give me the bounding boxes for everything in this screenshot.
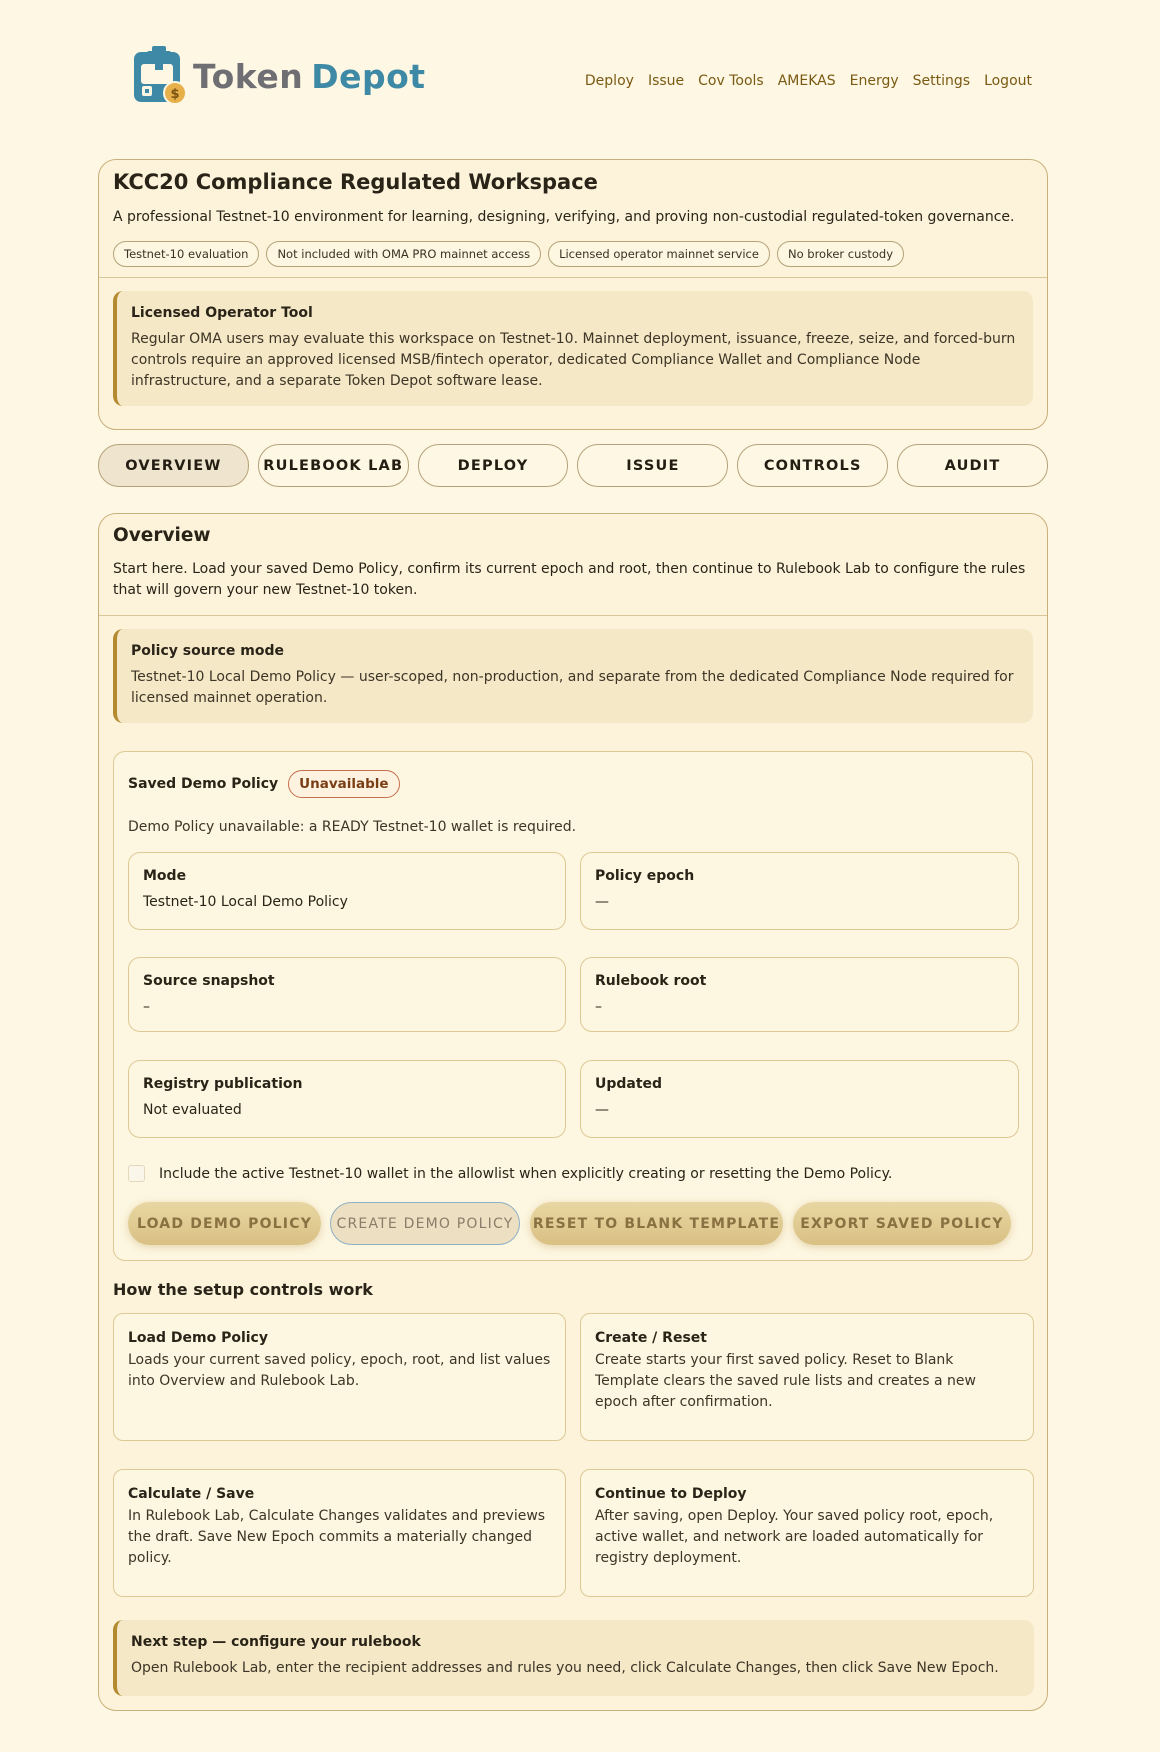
- page-subtitle: A professional Testnet-10 environment for learning, designing, verifying, and proving non-custodial regulated-token governance.: [113, 209, 1015, 225]
- field-value: —: [595, 894, 609, 910]
- tab-issue[interactable]: ISSUE: [577, 444, 728, 487]
- tab-controls[interactable]: CONTROLS: [737, 444, 888, 487]
- info-card-calculate-save: [113, 1469, 566, 1597]
- create-demo-policy-button[interactable]: CREATE DEMO POLICY: [330, 1202, 520, 1245]
- info-card-title: Continue to Deploy: [595, 1486, 747, 1502]
- nav-cov-tools[interactable]: Cov Tools: [698, 73, 764, 89]
- field-label: Mode: [143, 868, 187, 884]
- policy-source-mode-notice: [113, 629, 1033, 723]
- field-value: –: [143, 999, 150, 1015]
- notice-title: Licensed Operator Tool: [131, 305, 313, 321]
- field-label: Updated: [595, 1076, 663, 1092]
- nav-settings[interactable]: Settings: [912, 73, 971, 89]
- brand-logo[interactable]: [133, 46, 426, 106]
- next-step-body: Open Rulebook Lab, enter the recipient addresses and rules you need, click Calculate Changes, then click Save New Epoch.: [131, 1660, 999, 1676]
- field-value: Not evaluated: [143, 1102, 242, 1118]
- source-mode-body: Testnet-10 Local Demo Policy — user-scoped, non-production, and separate from the dedicated Compliance Node required for licensed mainnet operation.: [131, 669, 1014, 706]
- info-card-body: In Rulebook Lab, Calculate Changes validates and previews the draft. Save New Epoch commits a materially changed policy.: [128, 1508, 546, 1566]
- mode-field: [128, 852, 566, 930]
- allowlist-checkbox-label: Include the active Testnet-10 wallet in the allowlist when explicitly creating or resetting the Demo Policy.: [159, 1165, 893, 1182]
- allowlist-checkbox[interactable]: [128, 1165, 145, 1182]
- next-step-notice: [113, 1620, 1034, 1696]
- field-label: Registry publication: [143, 1076, 303, 1092]
- divider: [99, 615, 1047, 616]
- tab-rulebook-lab[interactable]: RULEBOOK LAB: [258, 444, 409, 487]
- licensed-operator-notice: [113, 291, 1033, 406]
- brand-name-part2: Depot: [311, 56, 426, 96]
- field-value: Testnet-10 Local Demo Policy: [143, 894, 348, 910]
- overview-intro: Start here. Load your saved Demo Policy, confirm its current epoch and root, then continue to Rulebook Lab to configure the rules that will govern your new Testnet-10 token.: [113, 561, 1026, 598]
- source-snapshot-field: [128, 957, 566, 1032]
- info-card-body: After saving, open Deploy. Your saved policy root, epoch, active wallet, and network are loaded automatically for registry deployment.: [595, 1508, 994, 1566]
- info-card-title: Load Demo Policy: [128, 1330, 268, 1346]
- saved-policy-label: Saved Demo Policy: [128, 776, 279, 792]
- chip: No broker custody: [777, 241, 904, 267]
- export-saved-policy-button[interactable]: EXPORT SAVED POLICY: [793, 1202, 1011, 1245]
- tab-audit[interactable]: AUDIT: [897, 444, 1048, 487]
- field-label: Source snapshot: [143, 973, 275, 989]
- nav-issue[interactable]: Issue: [647, 73, 685, 89]
- chip: Testnet-10 evaluation: [113, 241, 259, 267]
- info-card-body: Create starts your first saved policy. Reset to Blank Template clears the saved rule lists and creates a new epoch after confirmation.: [595, 1352, 976, 1410]
- field-label: Rulebook root: [595, 973, 707, 989]
- token-depot-logo-icon: [133, 46, 189, 106]
- next-step-title: Next step — configure your rulebook: [131, 1634, 421, 1650]
- chip: Licensed operator mainnet service: [548, 241, 770, 267]
- tab-overview[interactable]: OVERVIEW: [98, 444, 249, 487]
- info-card-title: Calculate / Save: [128, 1486, 255, 1502]
- field-value: —: [595, 1102, 609, 1118]
- info-card-create-reset: [580, 1313, 1034, 1441]
- divider: [99, 277, 1047, 278]
- nav-deploy[interactable]: Deploy: [584, 73, 634, 89]
- field-value: –: [595, 999, 602, 1015]
- reset-to-blank-template-button[interactable]: RESET TO BLANK TEMPLATE: [530, 1202, 783, 1245]
- scope-chips: [113, 241, 1033, 267]
- field-label: Policy epoch: [595, 868, 695, 884]
- overview-title: Overview: [113, 525, 211, 546]
- workspace-tabs: [98, 444, 1048, 487]
- chip: Not included with OMA PRO mainnet access: [266, 241, 541, 267]
- updated-field: [580, 1060, 1019, 1138]
- nav-energy[interactable]: Energy: [849, 73, 899, 89]
- policy-unavailable-message: Demo Policy unavailable: a READY Testnet-10 wallet is required.: [128, 819, 577, 835]
- brand-name-part1: Token: [193, 56, 304, 96]
- rulebook-root-field: [580, 957, 1019, 1032]
- how-section-title: How the setup controls work: [113, 1280, 373, 1299]
- workspace-header-card: [98, 159, 1048, 430]
- info-card-load-demo-policy: [113, 1313, 566, 1441]
- tab-deploy[interactable]: DEPLOY: [418, 444, 569, 487]
- top-bar: [0, 0, 1160, 150]
- page-title: KCC20 Compliance Regulated Workspace: [113, 170, 598, 194]
- registry-publication-field: [128, 1060, 566, 1138]
- status-badge: Unavailable: [288, 770, 399, 798]
- svg-text:$: $: [170, 87, 180, 102]
- source-mode-title: Policy source mode: [131, 643, 284, 659]
- saved-demo-policy-panel: [113, 751, 1033, 1261]
- info-card-continue-to-deploy: [580, 1469, 1034, 1597]
- notice-body: Regular OMA users may evaluate this workspace on Testnet-10. Mainnet deployment, issuance, freeze, seize, and forced-burn controls require an approved licensed MSB/fintech operator, dedicated Compliance Wallet and Compliance Node infrastructure, and a separate Token Depot software lease.: [131, 331, 1016, 389]
- policy-epoch-field: [580, 852, 1019, 930]
- nav-logout[interactable]: Logout: [984, 73, 1032, 89]
- load-demo-policy-button[interactable]: LOAD DEMO POLICY: [128, 1202, 321, 1245]
- info-card-body: Loads your current saved policy, epoch, root, and list values into Overview and Rulebook Lab.: [128, 1352, 551, 1389]
- top-nav: [585, 73, 1032, 89]
- info-card-title: Create / Reset: [595, 1330, 707, 1346]
- nav-amekas[interactable]: AMEKAS: [777, 73, 836, 89]
- overview-card: [98, 513, 1048, 1711]
